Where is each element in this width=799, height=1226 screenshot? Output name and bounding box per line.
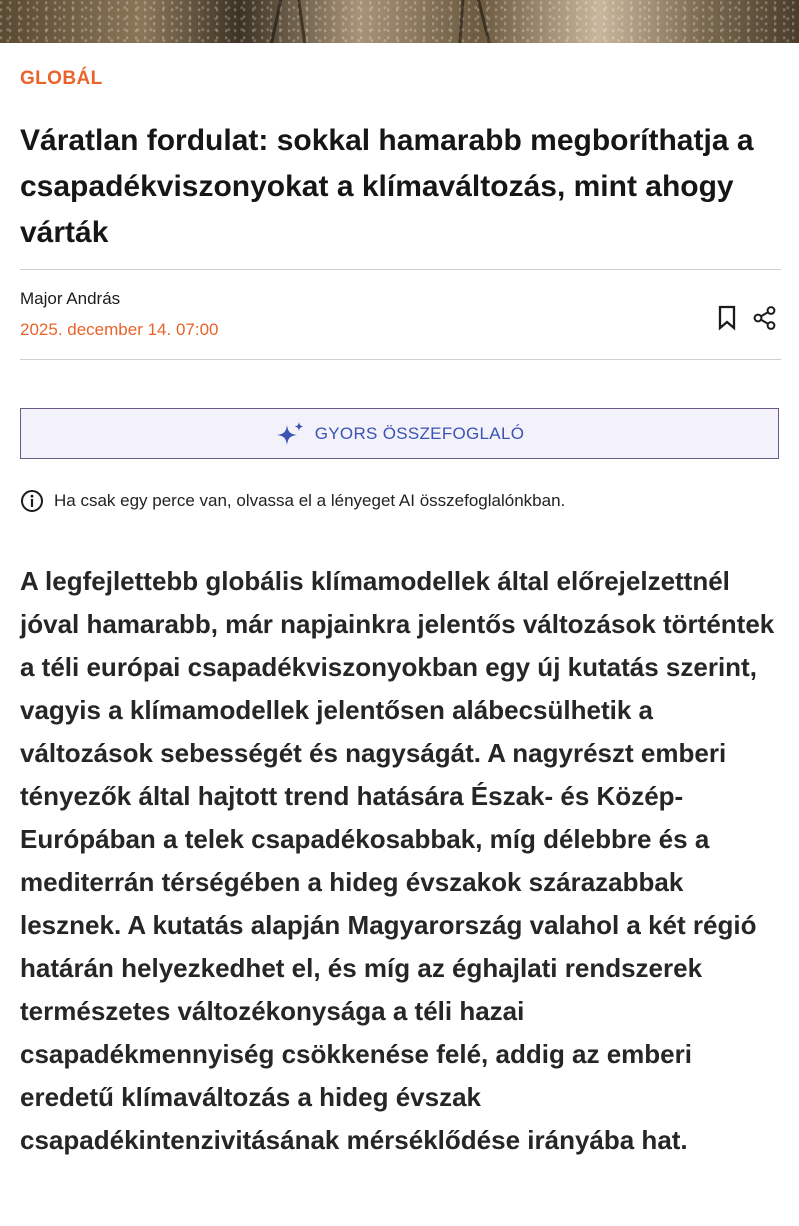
info-icon [20,489,44,513]
quick-summary-button[interactable] [20,408,779,459]
bookmark-button[interactable] [713,304,741,332]
quick-summary-label: GYORS ÖSSZEFOGLALÓ [314,423,525,443]
share-button[interactable] [751,304,779,332]
summary-info [20,489,565,513]
hero-image-texture [0,0,799,43]
article-author-link[interactable]: Major András [20,289,121,308]
article-category-link[interactable]: GLOBÁL [20,68,103,89]
article-lead: A legfejlettebb globális klímamodellek által előrejelzettnél jóval hamarabb, már napjainkra jelentős változások történtek a téli európai csapadékviszonyokban egy új kutatás szerint, vagyis a klímamodellek jelentősen alábecsülhetik a változások sebességét és nagyságát. A nagyrészt emberi tényezők által hajtott trend hatására Észak- és Közép-Európában a telek csapadékosabbak, míg délebbre és a mediterrán térségében a hideg évszakok szárazabbak lesznek. A kutatás alapján Magyarország valahol a két régió határán helyezkedhet el, és míg az éghajlati rendszerek természetes változékonysága a téli hazai csapadékmennyiség csökkenése felé, addig az emberi eredetű klímaváltozás a hideg évszak csapadékintenzivitásának mérséklődése irányába hat. [20,566,775,1155]
hero-image [0,0,799,43]
header-divider-top [20,269,781,270]
article-title: Váratlan fordulat: sokkal hamarabb megboríthatja a csapadékviszonyokat a klímaváltozás, mint ahogy várták [20,124,754,249]
article-date: 2025. december 14. 07:00 [20,320,219,339]
summary-info-text: Ha csak egy perce van, olvassa el a lényeget AI összefoglalónkban. [54,491,566,510]
header-divider-bottom [20,359,781,360]
sparkle-icon [275,421,305,447]
bookmark-icon [716,305,738,331]
share-icon [752,305,778,331]
